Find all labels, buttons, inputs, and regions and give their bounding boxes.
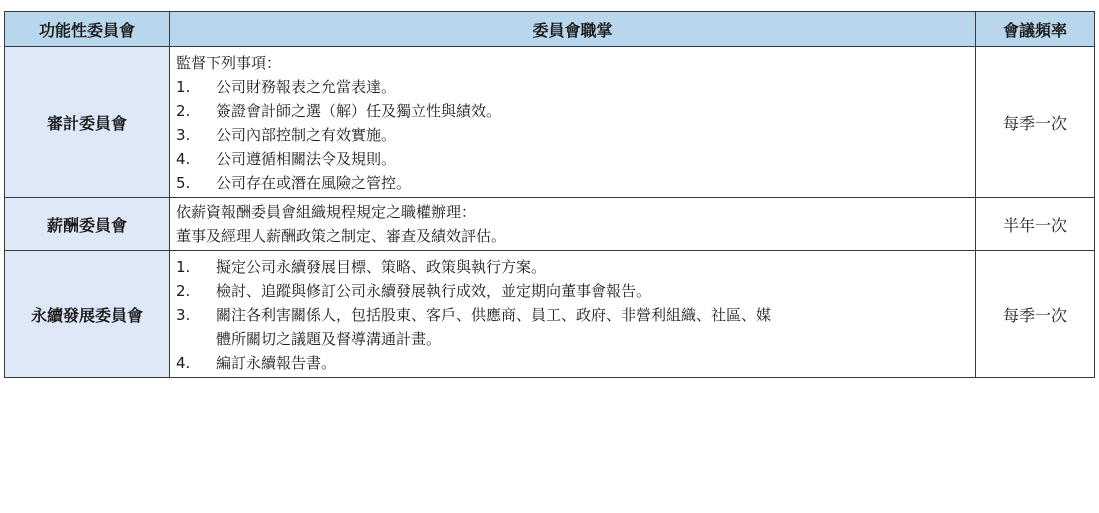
header-frequency: 會議頻率 — [976, 12, 1095, 47]
header-committee: 功能性委員會 — [5, 12, 170, 47]
committee-duties — [170, 198, 976, 251]
duty-line: 依薪資報酬委員會組織規程規定之職權辦理： — [176, 203, 477, 221]
meeting-frequency: 半年一次 — [976, 198, 1095, 251]
duty-item: 3. 公司內部控制之有效實施。 — [176, 126, 397, 144]
table-row-sustainability — [5, 251, 1095, 378]
meeting-frequency: 每季一次 — [976, 251, 1095, 378]
committee-name: 審計委員會 — [5, 47, 170, 198]
committee-duties — [170, 47, 976, 198]
table-row-audit — [5, 47, 1095, 198]
committee-name: 永續發展委員會 — [5, 251, 170, 378]
duty-item-continuation: 體所關切之議題及督導溝通計畫。 — [216, 330, 442, 348]
meeting-frequency: 每季一次 — [976, 47, 1095, 198]
committee-duties — [170, 251, 976, 378]
table-header-row — [5, 12, 1095, 47]
committee-name: 薪酬委員會 — [5, 198, 170, 251]
duty-item: 2. 簽證會計師之選（解）任及獨立性與績效。 — [176, 102, 502, 120]
duty-item: 2. 檢討、追蹤與修訂公司永續發展執行成效，並定期向董事會報告。 — [176, 282, 652, 300]
table-row-compensation — [5, 198, 1095, 251]
committee-table — [4, 11, 1095, 378]
duty-item: 1. 公司財務報表之允當表達。 — [176, 78, 397, 96]
duty-line: 董事及經理人薪酬政策之制定、審查及績效評估。 — [176, 227, 507, 245]
header-duties: 委員會職掌 — [170, 12, 976, 47]
duty-item: 4. 編訂永續報告書。 — [176, 354, 337, 372]
duty-item: 3. 關注各利害關係人，包括股東、客戶、供應商、員工、政府、非營利組織、社區、媒 — [176, 306, 772, 324]
duty-item: 4. 公司遵循相關法令及規則。 — [176, 150, 397, 168]
duty-item: 1. 擬定公司永續發展目標、策略、政策與執行方案。 — [176, 258, 547, 276]
duty-item: 5. 公司存在或潛在風險之管控。 — [176, 174, 412, 192]
duty-intro: 監督下列事項： — [176, 54, 282, 72]
